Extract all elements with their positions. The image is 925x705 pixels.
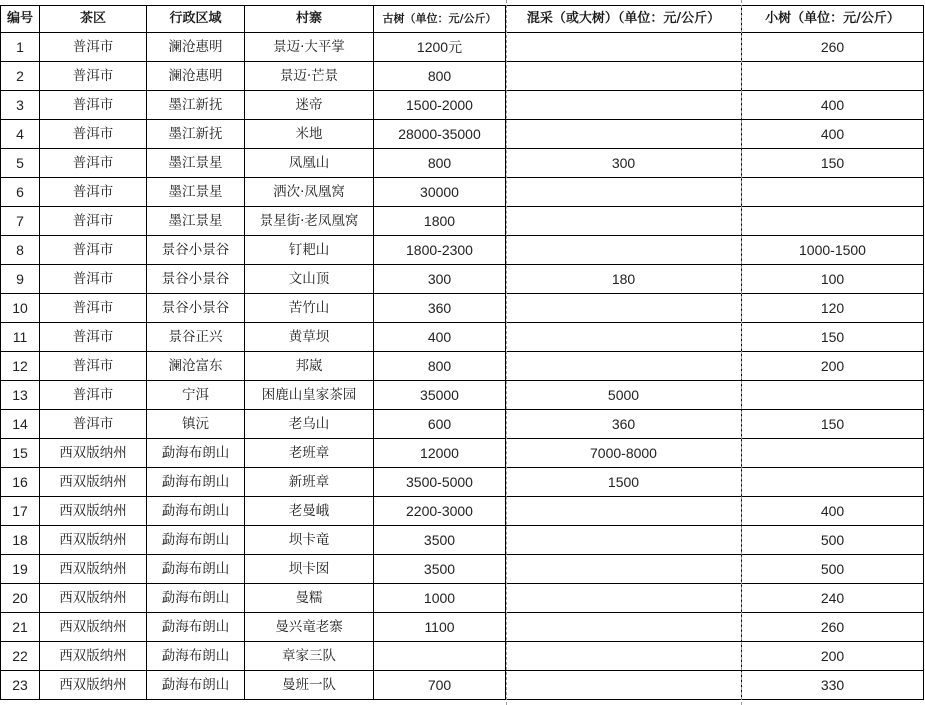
cell-district[interactable]: 勐海布朗山 — [147, 642, 245, 671]
cell-id[interactable]: 12 — [1, 352, 40, 381]
table-row — [1, 555, 924, 584]
table-row — [1, 381, 924, 410]
cell-ancient-tree-price[interactable]: 400 — [374, 323, 506, 352]
cell-district[interactable]: 勐海布朗山 — [147, 439, 245, 468]
cell-id[interactable]: 5 — [1, 149, 40, 178]
table-row — [1, 120, 924, 149]
cell-village[interactable]: 迷帝 — [245, 91, 374, 120]
table-row — [1, 323, 924, 352]
cell-region[interactable]: 普洱市 — [40, 33, 147, 62]
cell-ancient-tree-price[interactable]: 800 — [374, 352, 506, 381]
cell-district[interactable]: 勐海布朗山 — [147, 613, 245, 642]
cell-mixed-price[interactable] — [506, 91, 742, 120]
cell-village[interactable]: 邦崴 — [245, 352, 374, 381]
table-row — [1, 91, 924, 120]
cell-mixed-price[interactable] — [506, 526, 742, 555]
cell-ancient-tree-price[interactable]: 1100 — [374, 613, 506, 642]
cell-district[interactable]: 墨江新抚 — [147, 120, 245, 149]
cell-ancient-tree-price[interactable]: 300 — [374, 265, 506, 294]
cell-mixed-price[interactable] — [506, 236, 742, 265]
cell-mixed-price[interactable] — [506, 671, 742, 700]
cell-ancient-tree-price[interactable]: 360 — [374, 294, 506, 323]
cell-id[interactable]: 14 — [1, 410, 40, 439]
cell-district[interactable]: 勐海布朗山 — [147, 526, 245, 555]
cell-mixed-price[interactable] — [506, 207, 742, 236]
cell-mixed-price[interactable] — [506, 294, 742, 323]
cell-district[interactable]: 勐海布朗山 — [147, 671, 245, 700]
cell-ancient-tree-price[interactable]: 700 — [374, 671, 506, 700]
cell-small-tree-price[interactable]: 150 — [742, 323, 924, 352]
cell-id[interactable]: 8 — [1, 236, 40, 265]
cell-id[interactable]: 19 — [1, 555, 40, 584]
cell-region[interactable]: 西双版纳州 — [40, 642, 147, 671]
table-row — [1, 149, 924, 178]
cell-village[interactable]: 景迈·大平掌 — [245, 33, 374, 62]
cell-region[interactable]: 西双版纳州 — [40, 671, 147, 700]
cell-mixed-price[interactable] — [506, 555, 742, 584]
cell-region[interactable]: 西双版纳州 — [40, 439, 147, 468]
cell-district[interactable]: 澜沧惠明 — [147, 62, 245, 91]
cell-village[interactable]: 景迈·芒景 — [245, 62, 374, 91]
cell-ancient-tree-price[interactable]: 30000 — [374, 178, 506, 207]
cell-village[interactable]: 老班章 — [245, 439, 374, 468]
table-row — [1, 62, 924, 91]
cell-district[interactable]: 勐海布朗山 — [147, 497, 245, 526]
cell-region[interactable]: 普洱市 — [40, 352, 147, 381]
cell-district[interactable]: 澜沧惠明 — [147, 33, 245, 62]
cell-mixed-price[interactable]: 360 — [506, 410, 742, 439]
cell-village[interactable]: 曼兴竜老寨 — [245, 613, 374, 642]
cell-id[interactable]: 6 — [1, 178, 40, 207]
cell-small-tree-price[interactable]: 150 — [742, 149, 924, 178]
cell-district[interactable]: 镇沅 — [147, 410, 245, 439]
cell-ancient-tree-price[interactable]: 28000-35000 — [374, 120, 506, 149]
cell-district[interactable]: 墨江景星 — [147, 149, 245, 178]
cell-mixed-price[interactable] — [506, 613, 742, 642]
cell-small-tree-price[interactable]: 120 — [742, 294, 924, 323]
table-row — [1, 613, 924, 642]
table-row — [1, 352, 924, 381]
table-row — [1, 178, 924, 207]
cell-village[interactable]: 老曼峨 — [245, 497, 374, 526]
cell-district[interactable]: 勐海布朗山 — [147, 555, 245, 584]
cell-id[interactable]: 10 — [1, 294, 40, 323]
cell-district[interactable]: 墨江新抚 — [147, 91, 245, 120]
header-small-tree-price[interactable]: 小树（单位：元/公斤） — [742, 6, 924, 33]
cell-village[interactable]: 老乌山 — [245, 410, 374, 439]
cell-ancient-tree-price[interactable]: 35000 — [374, 381, 506, 410]
cell-village[interactable]: 米地 — [245, 120, 374, 149]
cell-ancient-tree-price[interactable]: 1200元 — [374, 33, 506, 62]
cell-district[interactable]: 澜沧富东 — [147, 352, 245, 381]
cell-id[interactable]: 23 — [1, 671, 40, 700]
cell-id[interactable]: 3 — [1, 91, 40, 120]
table-row — [1, 439, 924, 468]
table-row — [1, 33, 924, 62]
cell-id[interactable]: 4 — [1, 120, 40, 149]
cell-ancient-tree-price[interactable]: 1000 — [374, 584, 506, 613]
table-row — [1, 671, 924, 700]
cell-ancient-tree-price[interactable]: 800 — [374, 149, 506, 178]
cell-ancient-tree-price[interactable]: 800 — [374, 62, 506, 91]
cell-ancient-tree-price[interactable]: 2200-3000 — [374, 497, 506, 526]
header-village[interactable]: 村寨 — [245, 6, 374, 33]
header-region[interactable]: 茶区 — [40, 6, 147, 33]
cell-district[interactable]: 景谷小景谷 — [147, 265, 245, 294]
cell-ancient-tree-price[interactable]: 3500 — [374, 526, 506, 555]
cell-region[interactable]: 普洱市 — [40, 120, 147, 149]
cell-mixed-price[interactable]: 300 — [506, 149, 742, 178]
table-row — [1, 294, 924, 323]
cell-id[interactable]: 15 — [1, 439, 40, 468]
table-body — [1, 33, 924, 700]
cell-region[interactable]: 普洱市 — [40, 381, 147, 410]
cell-id[interactable]: 13 — [1, 381, 40, 410]
cell-mixed-price[interactable] — [506, 584, 742, 613]
cell-id[interactable]: 2 — [1, 62, 40, 91]
header-district[interactable]: 行政区域 — [147, 6, 245, 33]
table-row — [1, 497, 924, 526]
cell-village[interactable]: 黄草坝 — [245, 323, 374, 352]
table-row — [1, 468, 924, 497]
cell-id[interactable]: 17 — [1, 497, 40, 526]
cell-id[interactable]: 1 — [1, 33, 40, 62]
cell-ancient-tree-price[interactable]: 3500 — [374, 555, 506, 584]
cell-mixed-price[interactable] — [506, 33, 742, 62]
cell-district[interactable]: 勐海布朗山 — [147, 468, 245, 497]
cell-mixed-price[interactable] — [506, 120, 742, 149]
cell-ancient-tree-price[interactable]: 1800-2300 — [374, 236, 506, 265]
table-row — [1, 236, 924, 265]
cell-region[interactable]: 西双版纳州 — [40, 497, 147, 526]
cell-small-tree-price[interactable]: 500 — [742, 555, 924, 584]
cell-village[interactable]: 洒次·凤凰窝 — [245, 178, 374, 207]
table-row — [1, 526, 924, 555]
cell-village[interactable]: 苦竹山 — [245, 294, 374, 323]
header-ancient-tree-price[interactable]: 古树（单位：元/公斤） — [374, 6, 506, 33]
cell-small-tree-price[interactable]: 260 — [742, 33, 924, 62]
cell-region[interactable]: 西双版纳州 — [40, 468, 147, 497]
cell-mixed-price[interactable] — [506, 642, 742, 671]
cell-small-tree-price[interactable]: 400 — [742, 497, 924, 526]
header-row — [1, 6, 924, 33]
cell-mixed-price[interactable]: 1500 — [506, 468, 742, 497]
cell-small-tree-price[interactable] — [742, 207, 924, 236]
table-row — [1, 584, 924, 613]
cell-id[interactable]: 22 — [1, 642, 40, 671]
cell-small-tree-price[interactable]: 500 — [742, 526, 924, 555]
cell-small-tree-price[interactable]: 260 — [742, 613, 924, 642]
cell-small-tree-price[interactable]: 1000-1500 — [742, 236, 924, 265]
cell-region[interactable]: 普洱市 — [40, 62, 147, 91]
cell-id[interactable]: 9 — [1, 265, 40, 294]
cell-mixed-price[interactable] — [506, 352, 742, 381]
cell-mixed-price[interactable] — [506, 62, 742, 91]
cell-region[interactable]: 普洱市 — [40, 294, 147, 323]
cell-mixed-price[interactable]: 5000 — [506, 381, 742, 410]
cell-id[interactable]: 18 — [1, 526, 40, 555]
cell-district[interactable]: 勐海布朗山 — [147, 584, 245, 613]
cell-village[interactable]: 景星街·老凤凰窝 — [245, 207, 374, 236]
cell-village[interactable]: 章家三队 — [245, 642, 374, 671]
cell-region[interactable]: 普洱市 — [40, 149, 147, 178]
cell-id[interactable]: 21 — [1, 613, 40, 642]
cell-district[interactable]: 景谷正兴 — [147, 323, 245, 352]
cell-id[interactable]: 20 — [1, 584, 40, 613]
cell-id[interactable]: 7 — [1, 207, 40, 236]
cell-village[interactable]: 曼糯 — [245, 584, 374, 613]
cell-district[interactable]: 宁洱 — [147, 381, 245, 410]
cell-ancient-tree-price[interactable]: 1800 — [374, 207, 506, 236]
cell-small-tree-price[interactable]: 200 — [742, 352, 924, 381]
cell-small-tree-price[interactable]: 330 — [742, 671, 924, 700]
table-row — [1, 410, 924, 439]
cell-small-tree-price[interactable] — [742, 62, 924, 91]
cell-mixed-price[interactable]: 7000-8000 — [506, 439, 742, 468]
table-row — [1, 207, 924, 236]
cell-small-tree-price[interactable] — [742, 439, 924, 468]
cell-ancient-tree-price[interactable] — [374, 642, 506, 671]
table-row — [1, 642, 924, 671]
cell-id[interactable]: 11 — [1, 323, 40, 352]
header-id[interactable]: 编号 — [1, 6, 40, 33]
cell-region[interactable]: 普洱市 — [40, 265, 147, 294]
cell-ancient-tree-price[interactable]: 12000 — [374, 439, 506, 468]
cell-region[interactable]: 西双版纳州 — [40, 555, 147, 584]
cell-region[interactable]: 西双版纳州 — [40, 526, 147, 555]
cell-small-tree-price[interactable] — [742, 468, 924, 497]
cell-id[interactable]: 16 — [1, 468, 40, 497]
cell-village[interactable]: 坝卡囡 — [245, 555, 374, 584]
cell-village[interactable]: 新班章 — [245, 468, 374, 497]
cell-region[interactable]: 西双版纳州 — [40, 613, 147, 642]
cell-ancient-tree-price[interactable]: 1500-2000 — [374, 91, 506, 120]
cell-region[interactable]: 普洱市 — [40, 410, 147, 439]
cell-village[interactable]: 困鹿山皇家茶园 — [245, 381, 374, 410]
cell-district[interactable]: 景谷小景谷 — [147, 294, 245, 323]
header-mixed-price[interactable]: 混采（或大树）（单位：元/公斤） — [506, 6, 742, 33]
cell-small-tree-price[interactable]: 100 — [742, 265, 924, 294]
table-row — [1, 265, 924, 294]
cell-small-tree-price[interactable]: 400 — [742, 120, 924, 149]
cell-district[interactable]: 景谷小景谷 — [147, 236, 245, 265]
cell-region[interactable]: 普洱市 — [40, 236, 147, 265]
cell-small-tree-price[interactable]: 150 — [742, 410, 924, 439]
cell-region[interactable]: 普洱市 — [40, 178, 147, 207]
cell-mixed-price[interactable]: 180 — [506, 265, 742, 294]
cell-village[interactable]: 钉耙山 — [245, 236, 374, 265]
cell-small-tree-price[interactable] — [742, 178, 924, 207]
cell-region[interactable]: 普洱市 — [40, 323, 147, 352]
cell-village[interactable]: 凤凰山 — [245, 149, 374, 178]
cell-small-tree-price[interactable]: 400 — [742, 91, 924, 120]
cell-small-tree-price[interactable]: 200 — [742, 642, 924, 671]
tea-price-table — [0, 5, 924, 700]
cell-small-tree-price[interactable] — [742, 381, 924, 410]
cell-district[interactable]: 墨江景星 — [147, 207, 245, 236]
cell-village[interactable]: 曼班一队 — [245, 671, 374, 700]
cell-district[interactable]: 墨江景星 — [147, 178, 245, 207]
cell-mixed-price[interactable] — [506, 323, 742, 352]
cell-region[interactable]: 普洱市 — [40, 207, 147, 236]
cell-mixed-price[interactable] — [506, 497, 742, 526]
cell-ancient-tree-price[interactable]: 3500-5000 — [374, 468, 506, 497]
cell-small-tree-price[interactable]: 240 — [742, 584, 924, 613]
cell-village[interactable]: 坝卡竜 — [245, 526, 374, 555]
cell-region[interactable]: 普洱市 — [40, 91, 147, 120]
cell-mixed-price[interactable] — [506, 178, 742, 207]
cell-region[interactable]: 西双版纳州 — [40, 584, 147, 613]
cell-ancient-tree-price[interactable]: 600 — [374, 410, 506, 439]
cell-village[interactable]: 文山顶 — [245, 265, 374, 294]
